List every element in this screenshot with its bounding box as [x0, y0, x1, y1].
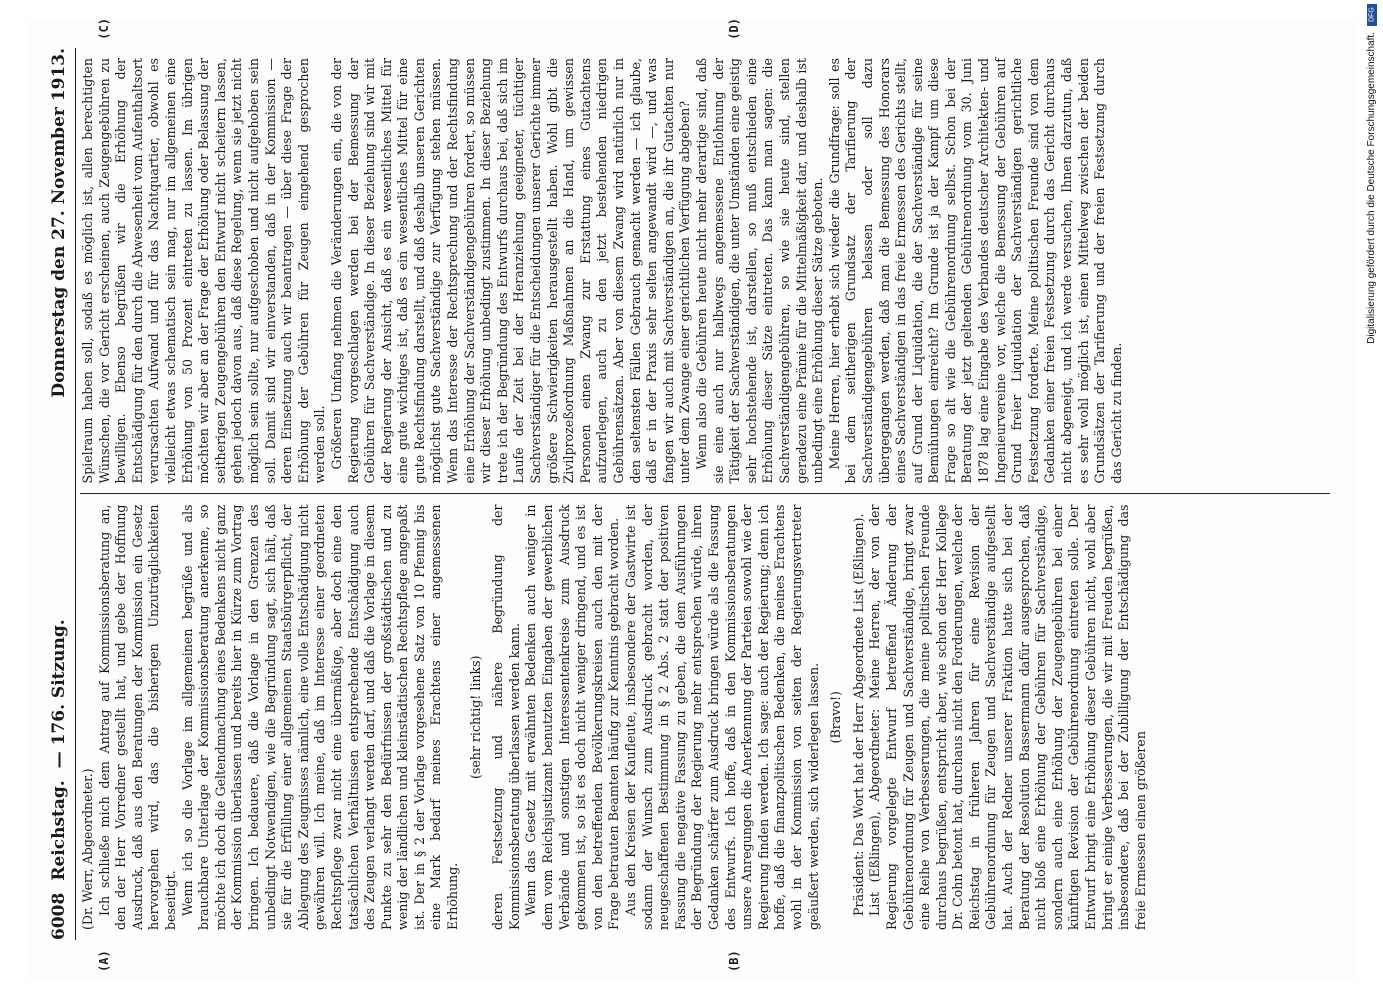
paragraph: Meine Herren, hier erhebt sich wieder die Grundfrage: soll es bei dem seitherigen Grundsatz der Tarifierung der Sachverständigengebühren belassen oder soll dazu übergegangen werden, daß man die Bemessung des Honorars eines Sachverständigen in das freie Ermessen des Gerichts stellt, auf Grund der Liquidation, die der Sachverständige für seine Bemühungen einreicht? Im Grunde ist ja der Kampf um diese Frage so alt wie die Gebührenordnung selbst. Schon bei der Beratung der jetzt geltenden Gebührenordnung vom 30. Juni 1878 lag eine Eingabe des Verbandes deutscher Architekten- und Ingenieurvereine vor, welche die Bemessung der Gebühren auf Grund freier Liquidation der Sachverständigen gerichtliche Festsetzung forderte. Meine politischen Freunde sind von dem Gedanken einer freien Festsetzung durch das Gericht durchaus nicht abgeneigt, und ich werde versuchen, Ihnen darzutun, daß es sehr wohl möglich ist, einen Mittelweg zwischen der beiden Grundsätzen der Tarifierung und der freien Festsetzung durch das Gericht zu finden.: [826, 58, 1124, 484]
margin-mark-a: (A): [96, 950, 111, 972]
speaker-header: (Dr. Werr, Abgeordneter.): [79, 768, 95, 930]
margin-mark-c: (C): [96, 18, 111, 40]
dfg-logo-badge: DFG: [1367, 4, 1377, 26]
paragraph: deren Festsetzung und nähere Begründung der Kommissionsberatung überlassen werden kann.: [489, 504, 522, 930]
paragraph: Wenn also die Gebühren heute nicht mehr derartige sind, daß sie eine auch nur halbwegs angemessene Entlohnung der Tätigkeit der Sachverständigen, die unter Umständen eine geistig sehr hochstehende ist, darstellen, so muß entschieden eine Erhöhung dieser Sätze eintreten. Das kann man sagen: die Sachverständigengebühren, so wie sie heute sind, stellen geradezu eine Prämie für die Mittelmäßigkeit dar, und deshalb ist unbedingt eine Erhöhung dieser Sätze geboten.: [693, 58, 825, 484]
margin-mark-d: (D): [726, 18, 741, 40]
paragraph: Wenn das Gesetz mit erwähnten Bedenken auch weniger in dem vom Reichsjustizamt benutzten Eingaben der gewerblichen Verbände und sonstigen Interessentenkreise zum Ausdruck gekommen ist, so ist es doch nicht weniger dringend, und es ist von den betreffenden Bevölkerungskreisen auch den mit der Frage betrauten Beamten häufig zur Kenntnis gebracht worden.: [522, 504, 621, 930]
session-label: — 176. Sitzung.: [48, 619, 69, 769]
session-date: Donnerstag den 27. November 1913.: [48, 48, 69, 398]
paragraph: List (Eßlingen), Abgeordneter: Meine Herren, der von der Regierung vorgelegte Entwurf betreffend Änderung der Gebührenordnung für Zeugen und Sachverständige, bringt zwar eine Reihe von Verbesserungen, die meine politischen Freunde durchaus begrüßen, entspricht aber, wie schon der Herr Kollege Dr. Cohn betont hat, durchaus nicht den Forderungen, welche der Reichstag in früheren Jahren für eine Revision der Gebührenordnung für Zeugen und Sachverständige aufgestellt hat. Auch der Redner unserer Fraktion hatte sich bei der Beratung der Resolution Bassermann dafür ausgesprochen, daß nicht bloß eine Erhöhung der Gebühren für Sachverständige, sondern auch eine Erhöhung der Zeugengebühren bei einer künftigen Revision der Gebührenordnung eintreten solle. Der Entwurf bringt eine Erhöhung dieser Gebühren nicht, wohl aber bringt er einige Verbesserungen, die wir mit Freuden begrüßen, insbesondere, daß bei der Zubilligung der Entschädigung das freie Ermessen einen größeren: [866, 504, 1148, 930]
interjection: (Bravo!): [827, 691, 843, 744]
paragraph: Spielraum haben soll, sodaß es möglich ist, allen berechtigten Wünschen, die vor Gericht erscheinen, auch Zeugengebühren zu bewilligen. Ebenso begrüßen wir die Erhöhung der Entschädigung für den durch die Abwesenheit vom Aufenthaltsort verursachten Aufwand und für das Nachtquartier, obwohl es vielleicht etwas schematisch sein mag, nur im allgemeinen eine Erhöhung von 50 Prozent eintreten zu lassen. Im übrigen möchten wir aber an der Frage der Erhöhung oder Belassung der seitherigen Zeugengebühren den Entwurf nicht scheitern lassen, gehen jedoch davon aus, daß diese Regelung, wenn sie jetzt nicht möglich sein sollte, nur aufgeschoben und nicht aufgehoben sein soll. Damit sind wir einverstanden, daß in der Kommission — deren Einsetzung auch wir beantragen — über diese Frage der Erhöhung der Gebühren für Zeugen eingehend gesprochen werden soll.: [79, 58, 327, 484]
text-columns: [80, 48, 1330, 940]
interjection: (sehr richtig! links): [467, 655, 483, 780]
right-column: [80, 48, 1330, 494]
header-left: [49, 619, 69, 940]
page-number: 6008: [48, 892, 69, 940]
scanned-page: [27, 20, 1357, 980]
paragraph: Ich schließe mich dem Antrag auf Kommissionsberatung an, den der Herr Vorredner gestellt hat, und gebe der Hoffnung Ausdruck, daß aus den Beratungen der Kommission ein Gesetz hervorgehen wird, das die bisherigen Unzuträglichkeiten beseitigt.: [96, 504, 178, 930]
margin-mark-b: (B): [726, 950, 741, 972]
rotated-page-container: [27, 20, 1357, 980]
left-column: [80, 494, 1330, 941]
page-header: [49, 48, 76, 940]
paragraph: Aus den Kreisen der Kaufleute, insbesondere der Gastwirte ist sodann der Wunsch zum Ausdruck gebracht worden, der neugeschaffenen Bestimmung in § 2 Abs. 2 statt der positiven Fassung die negative Fassung zu geben, die dem Ausführungen der Begründung der Regierung mehr entsprechen würde, ihren Gedanken schärfer zum Ausdruck bringen würde als die Fassung des Entwurfs. Ich hoffe, daß in den Kommissionsberatungen unsere Anregungen die Anerkennung der Parteien sowohl wie der Regierung finden werden. Ich sage: auch der Regierung; denn ich hoffe, daß die finanzpolitischen Bedenken, die meines Erachtens wohl in der Kommission von seiten der Regierungsvertreter geäußert werden, sich widerlegen lassen.: [622, 504, 821, 930]
paragraph: Wenn ich so die Vorlage im allgemeinen begrüße und als brauchbare Unterlage der Kommissionsberatung anerkenne, so möchte ich doch die Geltendmachung eines Bedenkens nicht ganz der Kommission überlassen und bereits hier in Kürze zum Vortrag bringen. Ich bedauere, daß die Vorlage in den Grenzen des unbedingt Notwendigen, wie die Begründung sagt, sich hält, daß sie für die Erfüllung einer allgemeinen Staatsbürgerpflicht, der Ablegung des Zeugnisses nämlich, eine volle Entschädigung nicht gewähren will. Ich meine, daß im Interesse einer geordneten Rechtspflege zwar nicht eine übermäßige, aber doch eine den tatsächlichen Verhältnissen entsprechende Entschädigung auch des Zeugen verlangt werden darf, und daß die Vorlage in diesem Punkte zu sehr den Bedürfnissen der großstädtischen und zu wenig der ländlichen und kleinstädtischen Rechtspflege angepaßt ist. Der in § 2 der Vorlage vorgesehene Satz von 10 Pfennig bis eine Mark bedarf meines Erachtens einer angemessenen Erhöhung.: [179, 504, 460, 930]
digitization-credit: Digitalisierung gefördert durch die Deutsche Forschungsgemeinschaft.: [1366, 32, 1377, 344]
paragraph: Größeren Umfang nehmen die Veränderungen ein, die von der Regierung vorgeschlagen werden bei der Bemessung der Gebühren für Sachverständige. In dieser Beziehung sind wir mit der Regierung der Ansicht, daß es ein wesentliches Mittel für eine gute wichtiges ist, daß es ein wesentliches Mittel für eine gute Rechtsfindung darstellt, und daß deshalb unseren Gerichten möglichst gute Sachverständige zur Verfügung stehen müssen. Wenn das Interesse der Rechtsprechung und der Rechtsfindung eine Erhöhung der Sachverständigengebühren fordert, so müssen wir dieser Erhöhung unbedingt zustimmen. In dieser Beziehung trete ich der Begründung des Entwurfs durchaus bei, daß sich im Laufe der Zeit bei der Heranziehung geeigneter, tüchtiger Sachverständiger für die Entscheidungen unserer Gerichte immer größere Schwierigkeiten herausgestellt haben. Wohl gibt die Zivilprozeßordnung Maßnahmen an die Hand, um gewissen Personen einen Zwang zur Erstattung eines Gutachtens aufzuerlegen, auch zu den jetzt bestehenden niedrigen Gebührensätzen. Aber von diesem Zwang wird natürlich nur in den seltensten Fällen Gebrauch gemacht werden — ich glaube, daß er in der Praxis sehr selten angewandt wird —, und was fangen wir auch mit Sachverständigen an, die ihr Gutachten nur unter dem Zwange einer gerichtlichen Verfügung abgeben?: [328, 58, 692, 484]
president-remark: Präsident: Das Wort hat der Herr Abgeordnete List (Eßlingen).: [850, 513, 866, 916]
paper-title: Reichstag.: [48, 780, 69, 881]
